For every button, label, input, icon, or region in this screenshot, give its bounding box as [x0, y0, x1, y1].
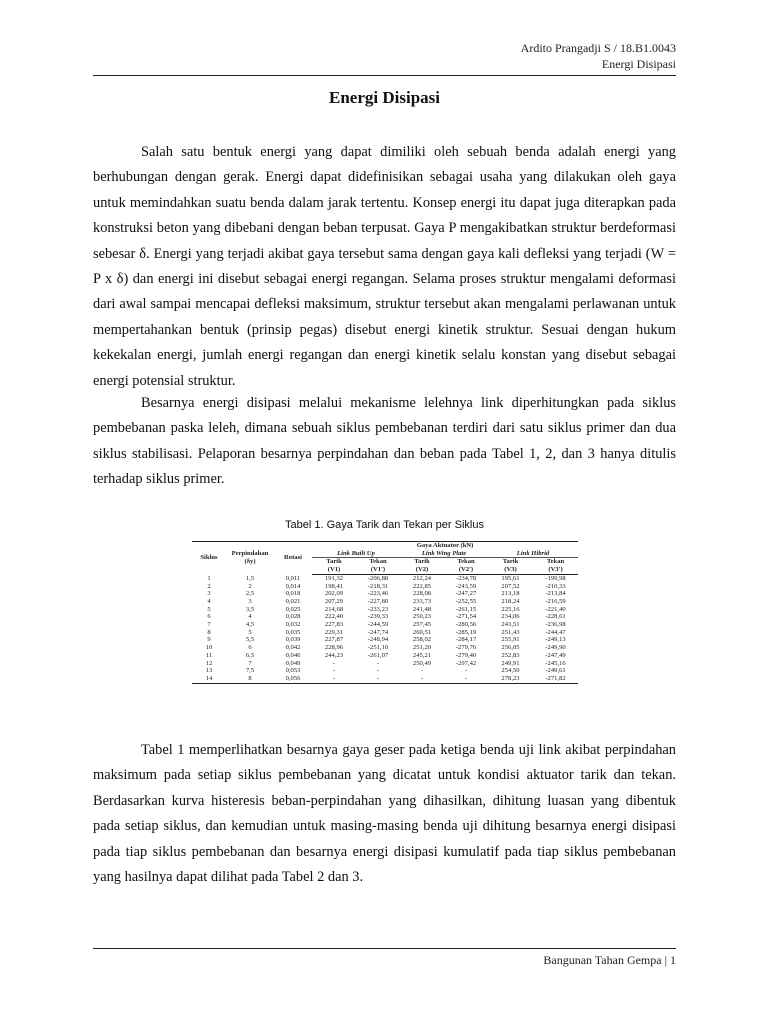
- table-cell: 0,018: [285, 590, 301, 598]
- table-cell: 255,91: [501, 636, 520, 644]
- header-tekan-1: Tekan: [369, 558, 387, 566]
- table-cell: 198,41: [324, 582, 344, 590]
- table-cell: 207,29: [324, 597, 344, 605]
- paragraph-2: Besarnya energi disipasi melalui mekanisme lelehnya link diperhitungkan pada siklus pembebanan paska leleh, dimana sebuah siklus pembebanan terdiri dari satu siklus primer dan dua siklus stabilisasi. Pelaporan besarnya perpindahan dan beban pada Tabel 1, 2, dan 3 hanya ditulis terhadap siklus primer.: [93, 395, 676, 488]
- header-v3: (V3): [488, 566, 533, 574]
- table-cell: 213,18: [501, 590, 520, 598]
- table-cell: 7: [207, 621, 211, 629]
- table-cell: -249,61: [545, 667, 566, 675]
- header-author: Ardito Prangadji S / 18.B1.0043: [520, 41, 676, 55]
- table-row: [192, 636, 578, 644]
- table-row: [192, 621, 578, 629]
- table-cell: -249,90: [545, 644, 566, 652]
- table-cell: 0,039: [285, 636, 301, 644]
- table-cell: 0,011: [285, 574, 301, 582]
- table-cell: -271,54: [455, 613, 477, 621]
- table-cell: 14: [192, 675, 226, 683]
- table-cell: 7,5: [245, 667, 255, 675]
- table-cell: -243,59: [455, 582, 477, 590]
- table-cell: -244,47: [545, 628, 566, 636]
- table-cell: 258,02: [412, 636, 432, 644]
- table-cell: -221,40: [545, 605, 566, 613]
- table-row: [192, 613, 578, 621]
- header-link-hibrid: Link Hibrid: [488, 550, 578, 558]
- table-cell: 4,5: [245, 621, 255, 629]
- header-perpindahan: Perpindahan: [226, 542, 274, 558]
- table-cell: 241,48: [412, 605, 432, 613]
- table-cell: 191,32: [324, 574, 344, 582]
- table-cell: 0,042: [285, 644, 301, 652]
- table-cell: 6: [207, 613, 211, 621]
- table-cell: 4: [248, 613, 252, 621]
- data-table-container: [192, 541, 578, 684]
- table-cell: 228,08: [412, 590, 432, 598]
- header-tekan-3: Tekan: [546, 558, 565, 566]
- table-cell: -218,31: [367, 582, 389, 590]
- header-v1: (V1): [312, 566, 356, 574]
- table-cell: 1: [207, 574, 211, 582]
- table-cell: -279,40: [455, 651, 477, 659]
- table-cell: -249,13: [545, 636, 566, 644]
- table-cell: -285,19: [455, 628, 477, 636]
- table-cell: 2: [248, 582, 252, 590]
- table-cell: 3: [248, 597, 252, 605]
- table-cell: 229,31: [324, 628, 344, 636]
- table-cell: -236,98: [545, 621, 566, 629]
- table-cell: -247,27: [455, 590, 477, 598]
- paragraph-1: Salah satu bentuk energi yang dapat dimiliki oleh sebuah benda adalah energi yang berhubungan dengan gerak. Energi dapat didefinisikan sebagai usaha yang dilakukan oleh gaya untuk memindahkan suatu benda dalam jarak tertentu. Konsep energi itu dapat juga diterapkan pada konstruksi beton yang dibebani dengan beban terpusat. Gaya P mengakibatkan struktur berdeformasi sebesar δ. Energi yang terjadi akibat gaya tersebut sama dengan gaya kali defleksi yang terjadi (W = P x δ) dan energi ini disebut sebagai energi regangan. Selama proses struktur mengalami deformasi dari awal sampai mencapai defleksi maksimum, struktur tersebut akan mengalami perlawanan untuk mempertahankan bentuk (prinsip pegas) disebut energi kinetik struktur. Sesuai dengan hukum kekekalan energi, jumlah energi regangan dan energi kinetik selalu konstan yang disebut sebagai energi potensial struktur.: [93, 144, 676, 389]
- table-cell: 6,5: [245, 651, 255, 659]
- table-cell: -271,82: [533, 675, 578, 683]
- table-cell: 5: [207, 605, 211, 613]
- table-cell: -252,55: [455, 597, 477, 605]
- table-cell: 11: [205, 651, 213, 659]
- table-cell: -: [332, 659, 336, 667]
- table-cell: 252,83: [501, 651, 520, 659]
- header-gaya-aktuator: Gaya Aktuator (kN): [312, 542, 578, 550]
- table-cell: 7: [248, 659, 252, 667]
- table-cell: -: [444, 675, 488, 683]
- table-cell: 214,68: [324, 605, 344, 613]
- header-link-wing-plate: Link Wing Plate: [400, 550, 488, 558]
- table-row: [192, 667, 578, 675]
- table-cell: -261,07: [367, 651, 389, 659]
- table-cell: 0,035: [285, 628, 301, 636]
- table-cell: 244,23: [324, 651, 344, 659]
- table-row: [192, 629, 578, 637]
- table-cell: -: [312, 675, 356, 683]
- header-rotasi: Rotasi: [274, 542, 312, 575]
- table-caption: Tabel 1. Gaya Tarik dan Tekan per Siklus: [285, 519, 484, 531]
- table-cell: -248,94: [367, 636, 389, 644]
- table-cell: 249,91: [501, 659, 520, 667]
- page-header: [93, 40, 676, 72]
- table-row: [192, 660, 578, 668]
- table-cell: 227,83: [324, 621, 344, 629]
- data-table: [192, 541, 578, 684]
- table-cell: -: [332, 667, 336, 675]
- table-cell: 0,032: [285, 621, 301, 629]
- table-cell: 4: [207, 597, 211, 605]
- table-cell: 0,028: [285, 613, 301, 621]
- table-cell: 8: [226, 675, 274, 683]
- table-cell: 3: [207, 590, 211, 598]
- header-divider: [93, 75, 676, 76]
- table-cell: -239,33: [367, 613, 389, 621]
- table-cell: 227,87: [324, 636, 344, 644]
- table-cell: 1,5: [245, 574, 255, 582]
- table-cell: -247,74: [367, 628, 389, 636]
- table-cell: 243,51: [501, 621, 520, 629]
- table-cell: 225,16: [501, 605, 520, 613]
- table-cell: 12: [205, 659, 213, 667]
- table-cell: 5,5: [245, 636, 255, 644]
- table-cell: -: [400, 675, 444, 683]
- table-body: [192, 574, 578, 683]
- table-cell: -245,16: [545, 659, 566, 667]
- table-cell: 0,049: [285, 659, 301, 667]
- table-cell: 250,23: [412, 613, 432, 621]
- table-cell: -233,23: [367, 605, 389, 613]
- table-row: [192, 675, 578, 683]
- table-cell: 257,45: [412, 621, 432, 629]
- table-cell: -199,98: [545, 574, 566, 582]
- table-cell: 0,056: [274, 675, 312, 683]
- table-cell: -: [376, 659, 380, 667]
- table-cell: 6: [248, 644, 252, 652]
- table-cell: -210,33: [545, 582, 566, 590]
- table-cell: 2: [207, 582, 211, 590]
- table-cell: 245,21: [412, 651, 432, 659]
- table-cell: -228,61: [545, 613, 566, 621]
- table-cell: -261,15: [455, 605, 477, 613]
- header-v2-prime: (V2'): [444, 566, 488, 574]
- table-cell: 228,96: [324, 644, 344, 652]
- table-cell: -213,84: [545, 590, 566, 598]
- table-cell: 256,05: [501, 644, 520, 652]
- table-cell: 2,5: [245, 590, 255, 598]
- table-cell: 8: [207, 628, 211, 636]
- table-cell: 260,51: [412, 628, 432, 636]
- table-row: [192, 574, 578, 582]
- table-cell: 222,85: [412, 582, 432, 590]
- table-cell: -234,78: [455, 574, 477, 582]
- table-cell: 9: [207, 636, 211, 644]
- table-cell: 250,49: [412, 659, 432, 667]
- table-row: [192, 652, 578, 660]
- table-cell: -: [356, 675, 400, 683]
- table-cell: 3,5: [245, 605, 255, 613]
- table-cell: 0,025: [285, 605, 301, 613]
- table-row: [192, 590, 578, 598]
- table-cell: 0,021: [285, 597, 301, 605]
- table-cell: 202,09: [324, 590, 344, 598]
- table-cell: 207,52: [501, 582, 520, 590]
- header-siklus: Siklus: [192, 542, 226, 575]
- table-cell: 278,23: [488, 675, 533, 683]
- header-link-built-up: Link Built Up: [312, 550, 400, 558]
- paragraph-3: Tabel 1 memperlihatkan besarnya gaya geser pada ketiga benda uji link akibat perpindahan maksimum pada setiap siklus pembebanan yang dicatat untuk kondisi aktuator tarik dan tekan. Berdasarkan kurva histeresis beban-perpindahan yang dihasilkan, dihitung luasan yang dibentuk pada setiap siklus, dan kemudian untuk masing-masing benda uji dihitung besarnya energi disipasi pada tiap siklus pembebanan dan besarnya energi disipasi kumulatif pada tiap siklus pembebanan yang hasilnya dapat dilihat pada Tabel 2 dan 3.: [93, 742, 676, 886]
- header-tarik-2: Tarik: [414, 558, 430, 566]
- table-cell: 10: [205, 644, 213, 652]
- header-perpindahan-unit: (δy): [244, 557, 256, 565]
- table-cell: 195,61: [501, 574, 520, 582]
- table-cell: -251,10: [367, 644, 389, 652]
- table-cell: -: [376, 667, 380, 675]
- table-cell: 212,24: [412, 574, 432, 582]
- table-cell: -206,88: [367, 574, 389, 582]
- table-cell: -216,59: [545, 597, 566, 605]
- header-v2: (V2): [400, 566, 444, 574]
- table-cell: -297,42: [455, 659, 477, 667]
- table-cell: 233,73: [412, 597, 432, 605]
- table-row: [192, 598, 578, 606]
- table-cell: 254,50: [501, 667, 520, 675]
- table-cell: -: [420, 667, 424, 675]
- table-cell: 0,014: [285, 582, 301, 590]
- table-row: [192, 583, 578, 591]
- header-v3-prime: (V3'): [533, 566, 578, 574]
- table-cell: 222,40: [324, 613, 344, 621]
- table-cell: 251,20: [412, 644, 432, 652]
- table-cell: -279,76: [455, 644, 477, 652]
- table-row: [192, 644, 578, 652]
- table-cell: 5: [248, 628, 252, 636]
- table-cell: 251,43: [501, 628, 520, 636]
- table-cell: -247,49: [545, 651, 566, 659]
- header-tekan-2: Tekan: [457, 558, 475, 566]
- page-footer: Bangunan Tahan Gempa | 1: [543, 953, 676, 967]
- table-cell: -244,59: [367, 621, 389, 629]
- header-tarik-3: Tarik: [502, 558, 519, 566]
- page-title: Energi Disipasi: [329, 88, 440, 107]
- table-cell: 234,06: [501, 613, 520, 621]
- table-cell: 0,053: [285, 667, 301, 675]
- table-cell: -: [464, 667, 468, 675]
- table-cell: -280,56: [455, 621, 477, 629]
- table-cell: -223,46: [367, 590, 389, 598]
- table-cell: -227,80: [367, 597, 389, 605]
- header-v1-prime: (V1'): [356, 566, 400, 574]
- header-tarik-1: Tarik: [326, 558, 342, 566]
- table-cell: 218,24: [501, 597, 520, 605]
- table-cell: 13: [205, 667, 213, 675]
- header-topic: Energi Disipasi: [601, 57, 676, 71]
- footer-divider: [93, 948, 676, 949]
- table-cell: -284,17: [455, 636, 477, 644]
- table-row: [192, 606, 578, 614]
- table-cell: 0,046: [285, 651, 301, 659]
